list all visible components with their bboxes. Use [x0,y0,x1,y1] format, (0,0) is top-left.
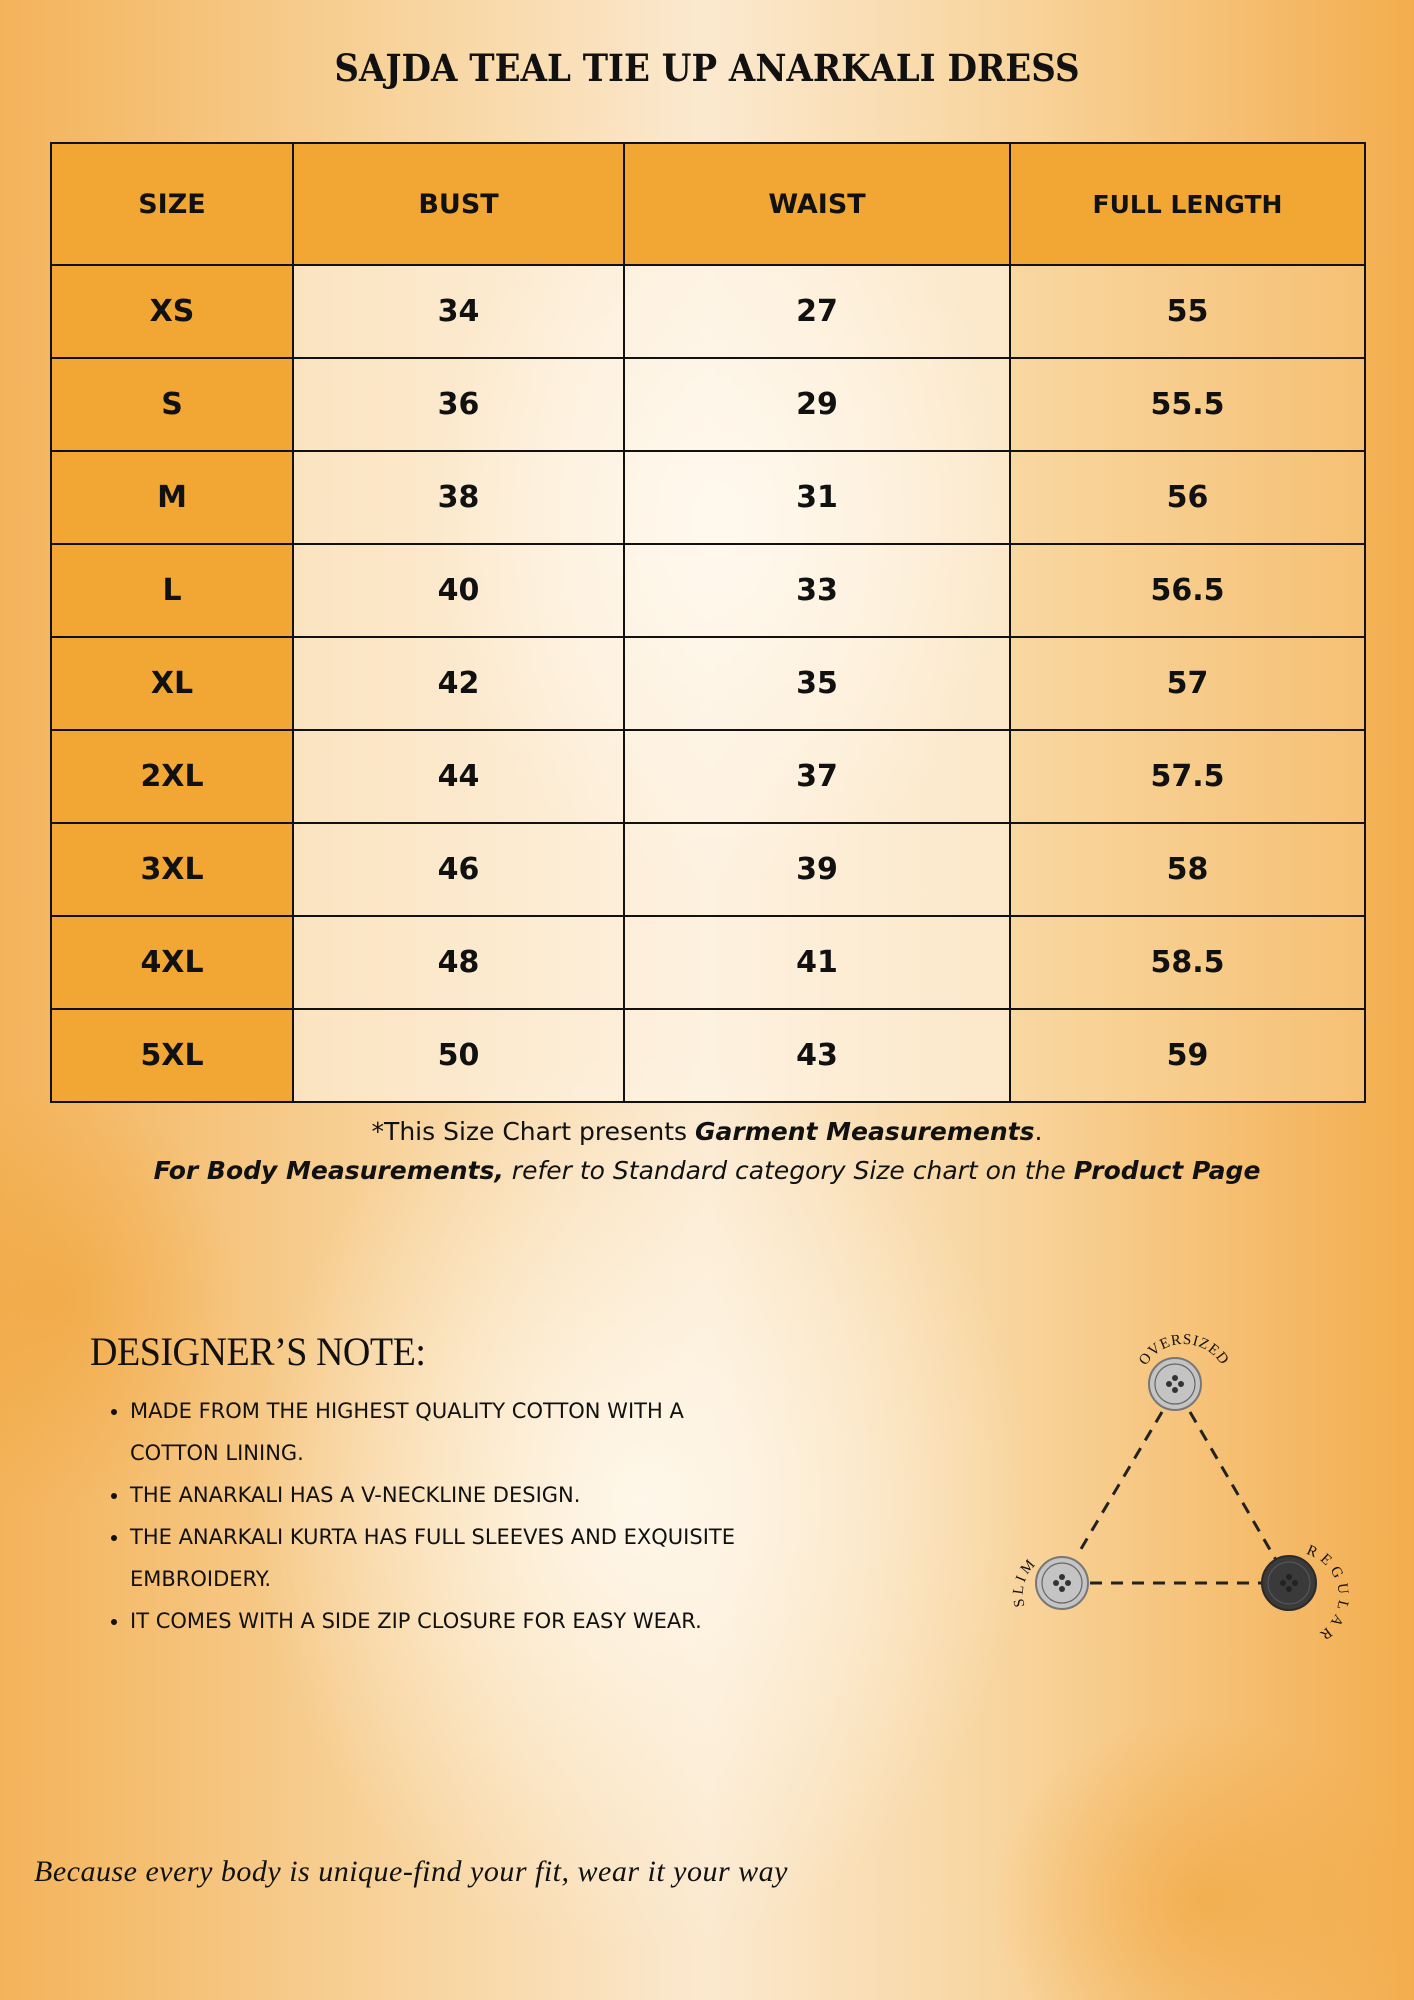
table-row [51,1009,1365,1102]
column-header-bust: BUST [293,143,624,265]
table-row [51,451,1365,544]
table-header-row [51,143,1365,265]
full-length-cell: 58.5 [1010,916,1365,1009]
bust-cell: 40 [293,544,624,637]
size-cell: 4XL [51,916,293,1009]
list-item: • MADE FROM THE HIGHEST QUALITY COTTON WITH A COTTON LINING. [130,1390,750,1474]
list-item: • THE ANARKALI KURTA HAS FULL SLEEVES AND EXQUISITE EMBROIDERY. [130,1516,770,1600]
body-measurement-note [0,1156,1414,1185]
waist-cell: 29 [624,358,1010,451]
page-title: SAJDA TEAL TIE UP ANARKALI DRESS [334,46,1080,90]
size-cell: 2XL [51,730,293,823]
list-item: • THE ANARKALI HAS A V-NECKLINE DESIGN. [130,1474,830,1516]
waist-cell: 43 [624,1009,1010,1102]
dashed-connectors [1078,1412,1276,1583]
fit-label-regular: REGULAR [1304,1542,1352,1646]
fit-label-oversized: OVERSIZED [1135,1331,1233,1369]
column-header-waist: WAIST [624,143,1010,265]
full-length-cell: 58 [1010,823,1365,916]
garment-measurement-note [0,1117,1414,1146]
size-cell: L [51,544,293,637]
slim-button-icon [1036,1557,1088,1609]
waist-cell: 39 [624,823,1010,916]
regular-button-icon [1262,1556,1316,1610]
note-text: *This Size Chart presents [371,1117,695,1146]
full-length-cell: 59 [1010,1009,1365,1102]
bust-cell: 36 [293,358,624,451]
table-row [51,265,1365,358]
full-length-cell: 57.5 [1010,730,1365,823]
fit-label-slim: SLIM [1010,1554,1041,1609]
bust-cell: 48 [293,916,624,1009]
waist-cell: 35 [624,637,1010,730]
table-row [51,730,1365,823]
full-length-cell: 57 [1010,637,1365,730]
size-chart-table [50,142,1366,1103]
fit-diagram [1000,1320,1360,1650]
note-emphasis: For Body Measurements, [153,1156,504,1185]
table-row [51,637,1365,730]
full-length-cell: 55.5 [1010,358,1365,451]
waist-cell: 31 [624,451,1010,544]
full-length-cell: 56.5 [1010,544,1365,637]
waist-cell: 37 [624,730,1010,823]
waist-cell: 33 [624,544,1010,637]
size-cell: M [51,451,293,544]
size-cell: XL [51,637,293,730]
waist-cell: 27 [624,265,1010,358]
note-text: . [1034,1117,1043,1146]
column-header-size: SIZE [51,143,293,265]
table-row [51,916,1365,1009]
tagline: Because every body is unique-find your fit, wear it your way [34,1855,788,1888]
size-cell: 5XL [51,1009,293,1102]
size-cell: S [51,358,293,451]
table-row [51,544,1365,637]
bust-cell: 44 [293,730,624,823]
note-emphasis: Garment Measurements [695,1117,1035,1146]
table-row [51,358,1365,451]
bust-cell: 46 [293,823,624,916]
bust-cell: 34 [293,265,624,358]
list-item: • IT COMES WITH A SIDE ZIP CLOSURE FOR EASY WEAR. [130,1600,830,1642]
full-length-cell: 56 [1010,451,1365,544]
oversized-button-icon [1149,1358,1201,1410]
bust-cell: 42 [293,637,624,730]
size-cell: XS [51,265,293,358]
size-cell: 3XL [51,823,293,916]
designers-note-title: DESIGNER’S NOTE: [90,1329,426,1374]
product-page-reference: Product Page [1073,1156,1261,1185]
column-header-full-length: FULL LENGTH [1010,143,1365,265]
note-text: refer to Standard category Size chart on the [503,1156,1074,1185]
bust-cell: 38 [293,451,624,544]
bust-cell: 50 [293,1009,624,1102]
table-row [51,823,1365,916]
full-length-cell: 55 [1010,265,1365,358]
designers-note-list [100,1390,830,1642]
waist-cell: 41 [624,916,1010,1009]
